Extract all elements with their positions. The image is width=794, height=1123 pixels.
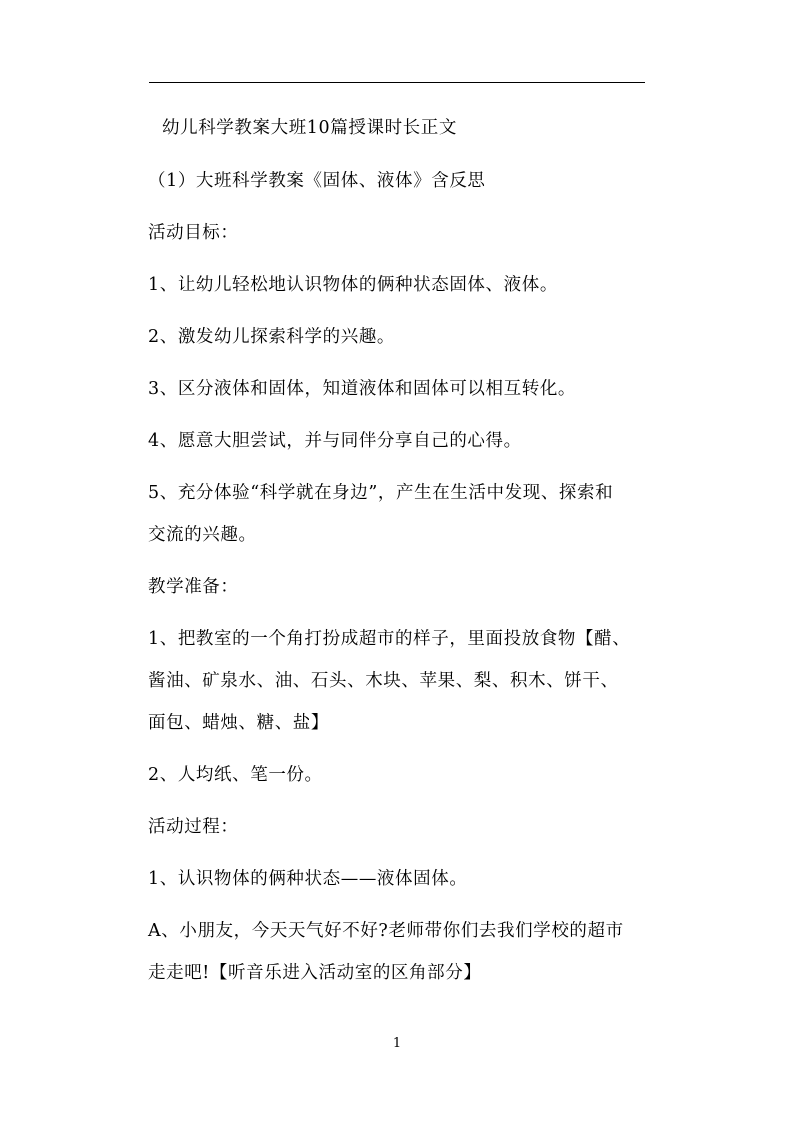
paragraph-line: 4、愿意大胆尝试，并与同伴分享自己的心得。 xyxy=(148,431,522,451)
subheading-teaching-prep: 教学准备： xyxy=(148,577,239,597)
subheading-activity-process: 活动过程： xyxy=(148,817,239,837)
paragraph-line: A、小朋友，今天天气好不好?老师带你们去我们学校的超市 xyxy=(148,921,624,941)
paragraph-line: 走走吧!【听音乐进入活动室的区角部分】 xyxy=(148,963,482,983)
paragraph-line: 1、把教室的一个角打扮成超市的样子，里面投放食物【醋、 xyxy=(148,629,631,649)
paragraph-line: 3、区分液体和固体，知道液体和固体可以相互转化。 xyxy=(148,379,577,399)
section-heading: （1）大班科学教案《固体、液体》含反思 xyxy=(148,171,486,191)
paragraph-line: 1、让幼儿轻松地认识物体的俩种状态固体、液体。 xyxy=(148,275,558,295)
paragraph-line: 面包、蜡烛、糖、盐】 xyxy=(148,713,329,733)
paragraph-line: 5、充分体验“科学就在身边”，产生在生活中发现、探索和 xyxy=(148,483,614,503)
paragraph-line: 2、激发幼儿探索科学的兴趣。 xyxy=(148,327,396,347)
header-rule xyxy=(149,82,645,83)
paragraph-line: 1、认识物体的俩种状态——液体固体。 xyxy=(148,869,468,889)
paragraph-line: 酱油、矿泉水、油、石头、木块、苹果、梨、积木、饼干、 xyxy=(148,671,619,691)
document-title: 幼儿科学教案大班10篇授课时长正文 xyxy=(162,118,457,138)
paragraph-line: 交流的兴趣。 xyxy=(148,525,257,545)
subheading-activity-goals: 活动目标： xyxy=(148,223,239,243)
paragraph-line: 2、人均纸、笔一份。 xyxy=(148,765,323,785)
page-number: 1 xyxy=(392,1036,402,1051)
